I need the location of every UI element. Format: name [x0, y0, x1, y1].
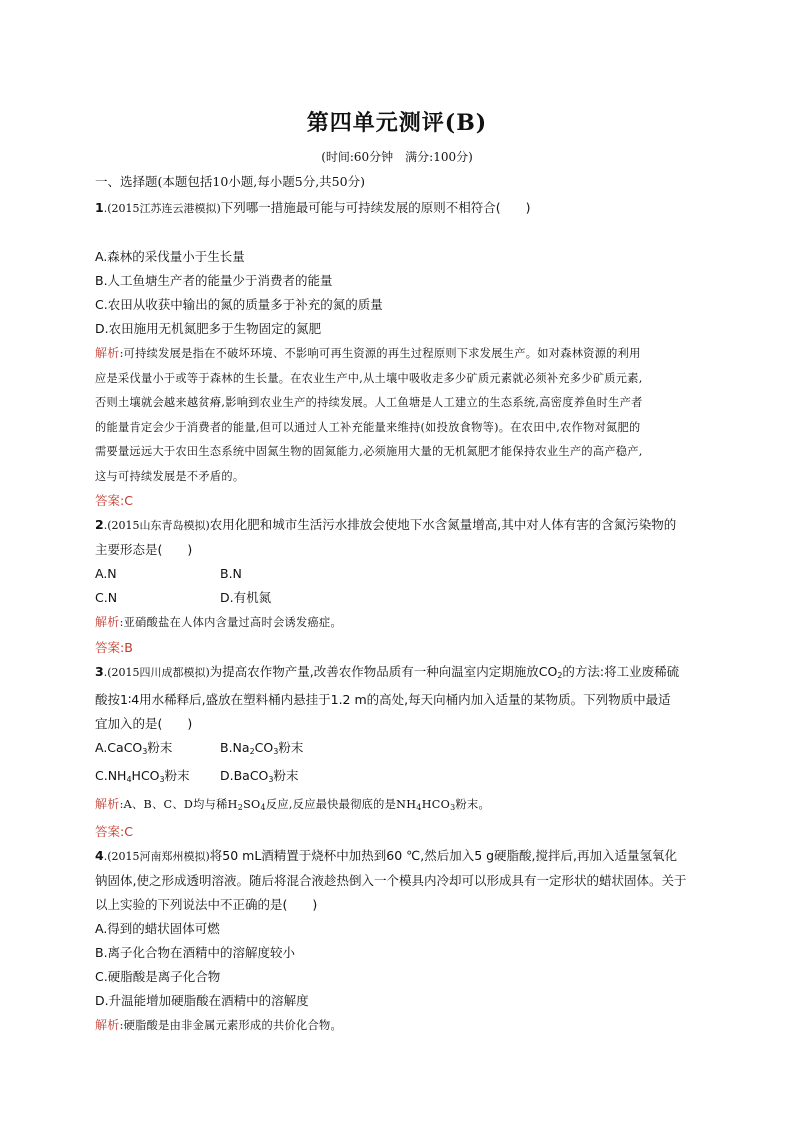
analysis-label: 解析: [95, 346, 120, 360]
question-text: 钠固体,使之形成透明溶液。随后将混合液趁热倒入一个模具内冷却可以形成具有一定形状的蜡状固体。关于: [95, 873, 687, 888]
option-d: D.BaCO$_3$粉末: [220, 767, 299, 784]
option-d: D.农田施用无机氮肥多于生物固定的氮肥: [95, 321, 322, 336]
option-c: C.硬脂酸是离子化合物: [95, 969, 221, 984]
question-text: 为提高农作物产量,改善农作物品质有一种向温室内定期施放CO: [209, 663, 558, 679]
question-text: 将50 mL酒精置于烧杯中加热到60 ℃,然后加入5 g硬脂酸,搅拌后,再加入适量氢氧化: [209, 848, 678, 863]
question-source: .(2015山东青岛模拟): [103, 519, 210, 532]
analysis-line: :亚硝酸盐在人体内含量过高时会诱发癌症。: [119, 616, 342, 629]
analysis-line: :硬脂酸是由非金属元素形成的共价化合物。: [119, 1019, 342, 1032]
page-title: 第四单元测评(B): [306, 110, 488, 136]
option-c: C.N: [95, 590, 118, 605]
question-text: 酸按1∶4用水稀释后,盛放在塑料桶内悬挂于1.2 m的高处,每天向桶内加入适量的某物质。下列物质中最适: [95, 691, 671, 707]
option-b: B.N: [220, 566, 242, 581]
option-a: A.森林的采伐量小于生长量: [95, 249, 245, 264]
option-b: $B.Na_2CO_3$粉末: [220, 739, 304, 756]
analysis-label: 解析: [95, 796, 120, 811]
question-2-answer: 答案:B: [95, 639, 133, 655]
question-text: 宜加入的是( ): [95, 715, 193, 731]
question-source: .(2015江苏连云港模拟): [103, 202, 221, 215]
question-text: 主要形态是( ): [95, 542, 193, 557]
question-1-answer: 答案:C: [95, 493, 133, 508]
option-b: B.离子化合物在酒精中的溶解度较小: [95, 945, 296, 960]
question-3-analysis: 解析:A、B、C、D均与稀$H_2SO_4$反应,反应最快最彻底的是$NH_4HCO_3$粉末。: [95, 796, 490, 812]
question-text: 下列哪一措施最可能与可持续发展的原则不相符合( ): [220, 200, 531, 215]
analysis-line: 这与可持续发展是不矛盾的。: [95, 469, 245, 483]
question-number: 1: [95, 200, 104, 215]
analysis-line: 否则土壤就会越来越贫瘠,影响到农业生产的持续发展。人工鱼塘是人工建立的生态系统,高密度养鱼时生产者: [95, 396, 643, 409]
option-row: [95, 586, 705, 610]
option-c: C.农田从收获中输出的氮的质量多于补充的氮的质量: [95, 297, 383, 312]
analysis-line: 的能量肯定会少于消费者的能量,但可以通过人工补充能量来维持(如投放食物等)。在农田中,农作物对氮肥的: [95, 420, 641, 434]
page-subtitle: (时间:60分钟 满分:100分): [321, 150, 473, 164]
option-c: $C.NH_4HCO_3$粉末: [95, 767, 190, 784]
question-1-analysis: [95, 341, 705, 489]
question-source: .(2015河南郑州模拟): [103, 850, 210, 863]
analysis-label: 解析: [95, 615, 120, 629]
option-row: [95, 764, 705, 792]
question-3-answer: 答案:C: [95, 824, 133, 839]
question-text: 农用化肥和城市生活污水排放会使地下水含氮量增高,其中对人体有害的含氮污染物的: [209, 517, 677, 532]
analysis-label: 解析: [95, 1018, 120, 1032]
option-b: B.人工鱼塘生产者的能量少于消费者的能量: [95, 273, 333, 288]
option-row: [95, 562, 705, 586]
option-d: D.升温能增加硬脂酸在酒精中的溶解度: [95, 993, 309, 1008]
question-number: 3: [95, 663, 104, 679]
option-a: A.得到的蜡状固体可燃: [95, 921, 220, 936]
question-4-stem: [95, 844, 705, 869]
question-number: 2: [95, 517, 104, 532]
section-heading: 一、选择题(本题包括10小题,每小题5分,共50分): [95, 174, 365, 189]
analysis-line: :可持续发展是指在不破坏环境、不影响可再生资源的再生过程原则下求发展生产。如对森林资源的利用: [119, 347, 641, 360]
subscript: 2: [557, 670, 563, 680]
analysis-line: 需要量远远大于农田生态系统中固氮生物的固氮能力,必须施用大量的无机氮肥才能保持农业生产的高产稳产,: [95, 445, 643, 458]
question-source: .(2015四川成都模拟): [103, 665, 210, 679]
analysis-line: 应是采伐量小于或等于森林的生长量。在农业生产中,从土壤中吸收走多少矿质元素就必须补充多少矿质元素,: [95, 371, 643, 385]
question-1-stem: [95, 196, 705, 221]
spacer: [95, 221, 705, 245]
question-2-analysis: [95, 610, 705, 636]
question-number: 4: [95, 848, 104, 863]
question-text: 以上实验的下列说法中不正确的是( ): [95, 897, 318, 912]
option-d: D.有机氮: [220, 590, 272, 605]
question-list: [95, 196, 705, 1039]
option-a: A.N: [95, 566, 117, 581]
question-4-analysis: [95, 1013, 705, 1039]
question-3-stem: [95, 660, 705, 688]
option-a: A.CaCO$_3$粉末: [95, 739, 173, 756]
option-row: [95, 736, 705, 764]
question-text: 的方法:将工业废稀硫: [562, 663, 680, 679]
question-2-stem: [95, 513, 705, 538]
